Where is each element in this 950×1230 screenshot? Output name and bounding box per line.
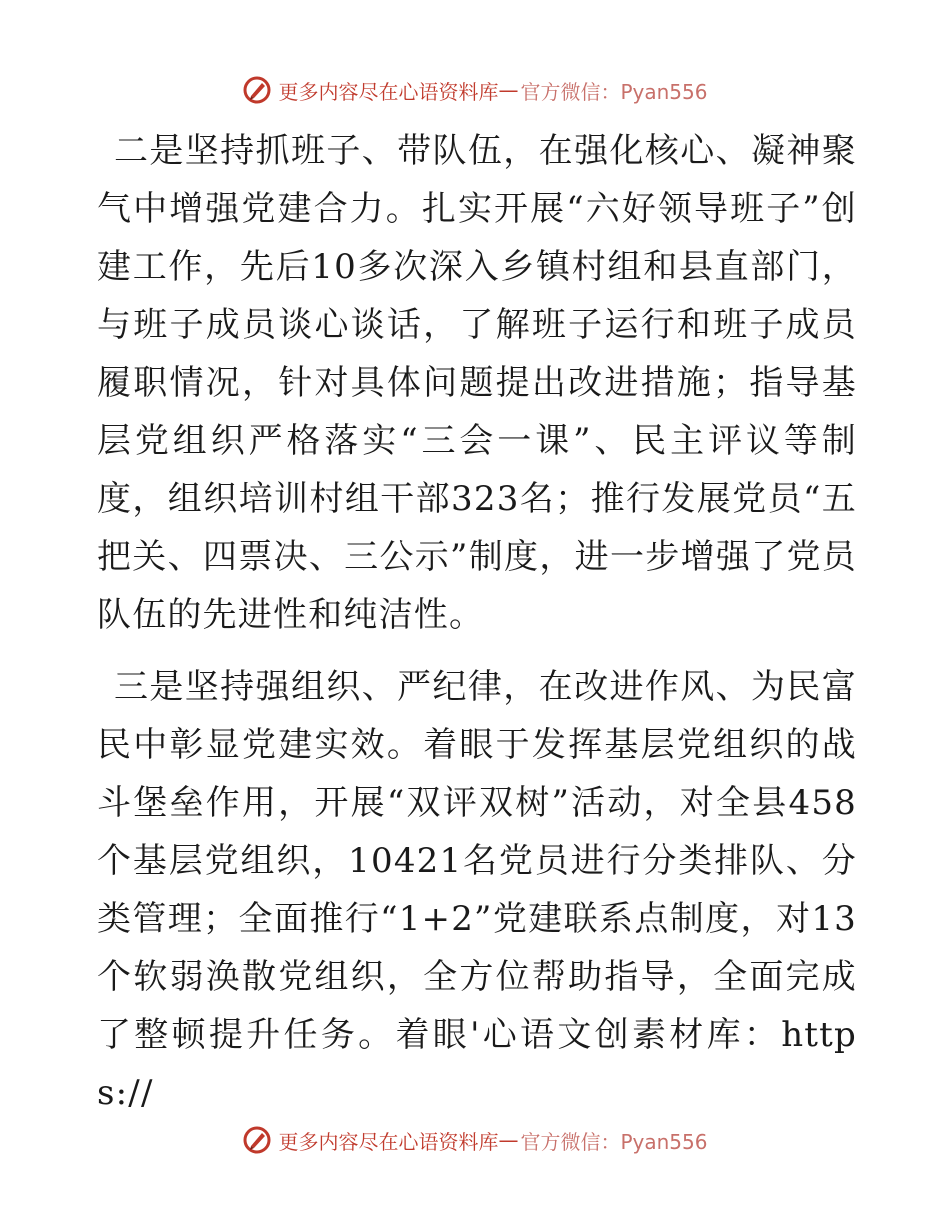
paragraph-2: 三是坚持强组织、严纪律，在改进作风、为民富民中彰显党建实效。着眼于发挥基层党组织的战斗堡垒作用，开展“双评双树”活动，对全县458个基层党组织，10421名党员进行分类排队、分类管理；全面推行“1+2”党建联系点制度，对13个软弱涣散党组织，全方位帮助指导，全面完成了整顿提升任务。着眼'心语文创素材库：https:// (97, 667, 857, 1113)
banner-dash: — (498, 1128, 519, 1152)
logo-pen-icon (242, 75, 272, 105)
banner-text: 更多内容尽在心语资料库 (278, 79, 499, 104)
footer-banner (0, 1120, 950, 1160)
document-body (97, 122, 857, 1122)
banner-text: 更多内容尽在心语资料库 (278, 1129, 499, 1154)
paragraph-1: 二是坚持抓班子、带队伍，在强化核心、凝神聚气中增强党建合力。扎实开展“六好领导班子”创建工作，先后10多次深入乡镇村组和县直部门，与班子成员谈心谈话，了解班子运行和班子成员履职情况，针对具体问题提出改进措施；指导基层党组织严格落实“三会一课”、民主评议等制度，组织培训村组干部323名；推行发展党员“五把关、四票决、三公示”制度，进一步增强了党员队伍的先进性和纯洁性。 (97, 131, 857, 635)
header-banner (0, 70, 950, 110)
banner-wechat: 官方微信：Pyan556 (520, 1129, 708, 1154)
banner-wechat: 官方微信：Pyan556 (520, 79, 708, 104)
banner-dash: — (498, 78, 519, 102)
logo-pen-icon (242, 1125, 272, 1155)
